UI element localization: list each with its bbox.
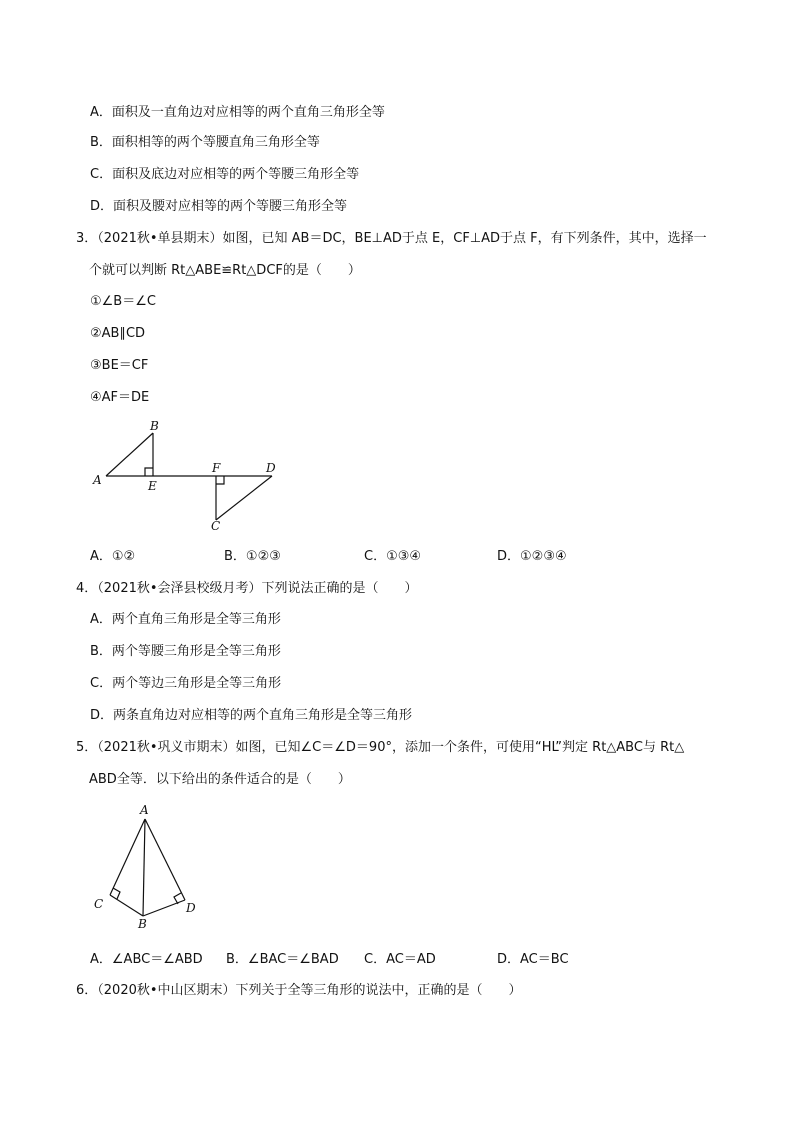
- right-angle-e: [145, 468, 153, 476]
- line-ad: [145, 819, 185, 900]
- q2-option-b: B．面积相等的两个等腰直角三角形全等: [90, 135, 320, 150]
- q6-stem: 6．（2020秋•中山区期末）下列关于全等三角形的说法中，正确的是（ ）: [76, 983, 522, 998]
- label-e: E: [148, 479, 157, 493]
- q5-figure: [88, 798, 208, 918]
- q3-option-a: A．①②: [90, 549, 136, 564]
- q3-figure: [88, 416, 288, 536]
- q3-condition-1: ①∠B＝∠C: [90, 294, 156, 309]
- label-c: C: [211, 519, 221, 533]
- q3-option-d: D．①②③④: [497, 549, 567, 564]
- label-a: A: [140, 803, 149, 817]
- q3-stem-line2: 个就可以判断 Rt△ABE≌Rt△DCF的是（ ）: [89, 263, 361, 278]
- q4-option-d: D．两条直角边对应相等的两个直角三角形是全等三角形: [90, 708, 413, 723]
- q2-option-d: D．面积及腰对应相等的两个等腰三角形全等: [90, 199, 348, 214]
- label-c: C: [94, 897, 104, 911]
- q5-option-b: B．∠BAC＝∠BAD: [226, 952, 339, 967]
- line-ab: [106, 433, 153, 476]
- label-d: D: [186, 901, 196, 915]
- line-ac: [110, 819, 145, 895]
- q3-option-c: C．①③④: [364, 549, 422, 564]
- q3-option-b: B．①②③: [224, 549, 281, 564]
- q5-stem-line1: 5．（2021秋•巩义市期末）如图，已知∠C＝∠D＝90°，添加一个条件，可使用“HL”判定 Rt△ABC与 Rt△: [76, 740, 685, 755]
- label-b: B: [138, 917, 147, 931]
- q5-label-b-wrap: [136, 914, 156, 934]
- label-d: D: [266, 461, 276, 475]
- label-f: F: [212, 461, 221, 475]
- q4-option-a: A．两个直角三角形是全等三角形: [90, 612, 281, 627]
- line-ab: [143, 819, 145, 916]
- q4-option-c: C．两个等边三角形是全等三角形: [90, 676, 282, 691]
- label-a: A: [93, 473, 102, 487]
- q3-condition-4: ④AF＝DE: [90, 390, 150, 405]
- q5-option-a: A．∠ABC＝∠ABD: [90, 952, 203, 967]
- right-angle-f: [216, 476, 224, 484]
- q2-option-c: C．面积及底边对应相等的两个等腰三角形全等: [90, 167, 360, 182]
- q3-condition-2: ②AB∥CD: [90, 326, 146, 341]
- q5-option-c: C．AC＝AD: [364, 952, 436, 967]
- label-b: B: [150, 419, 159, 433]
- q4-stem: 4．（2021秋•会泽县校级月考）下列说法正确的是（ ）: [76, 581, 418, 596]
- line-cb: [110, 895, 143, 916]
- q5-stem-line2: ABD全等．以下给出的条件适合的是（ ）: [89, 772, 351, 787]
- q3-stem-line1: 3．（2021秋•单县期末）如图，已知 AB＝DC，BE⊥AD于点 E，CF⊥AD于点 F，有下列条件，其中，选择一: [76, 231, 707, 246]
- q2-option-a: A．面积及一直角边对应相等的两个直角三角形全等: [90, 105, 385, 120]
- q3-condition-3: ③BE＝CF: [90, 358, 149, 373]
- q4-option-b: B．两个等腰三角形是全等三角形: [90, 644, 281, 659]
- q5-option-d: D．AC＝BC: [497, 952, 569, 967]
